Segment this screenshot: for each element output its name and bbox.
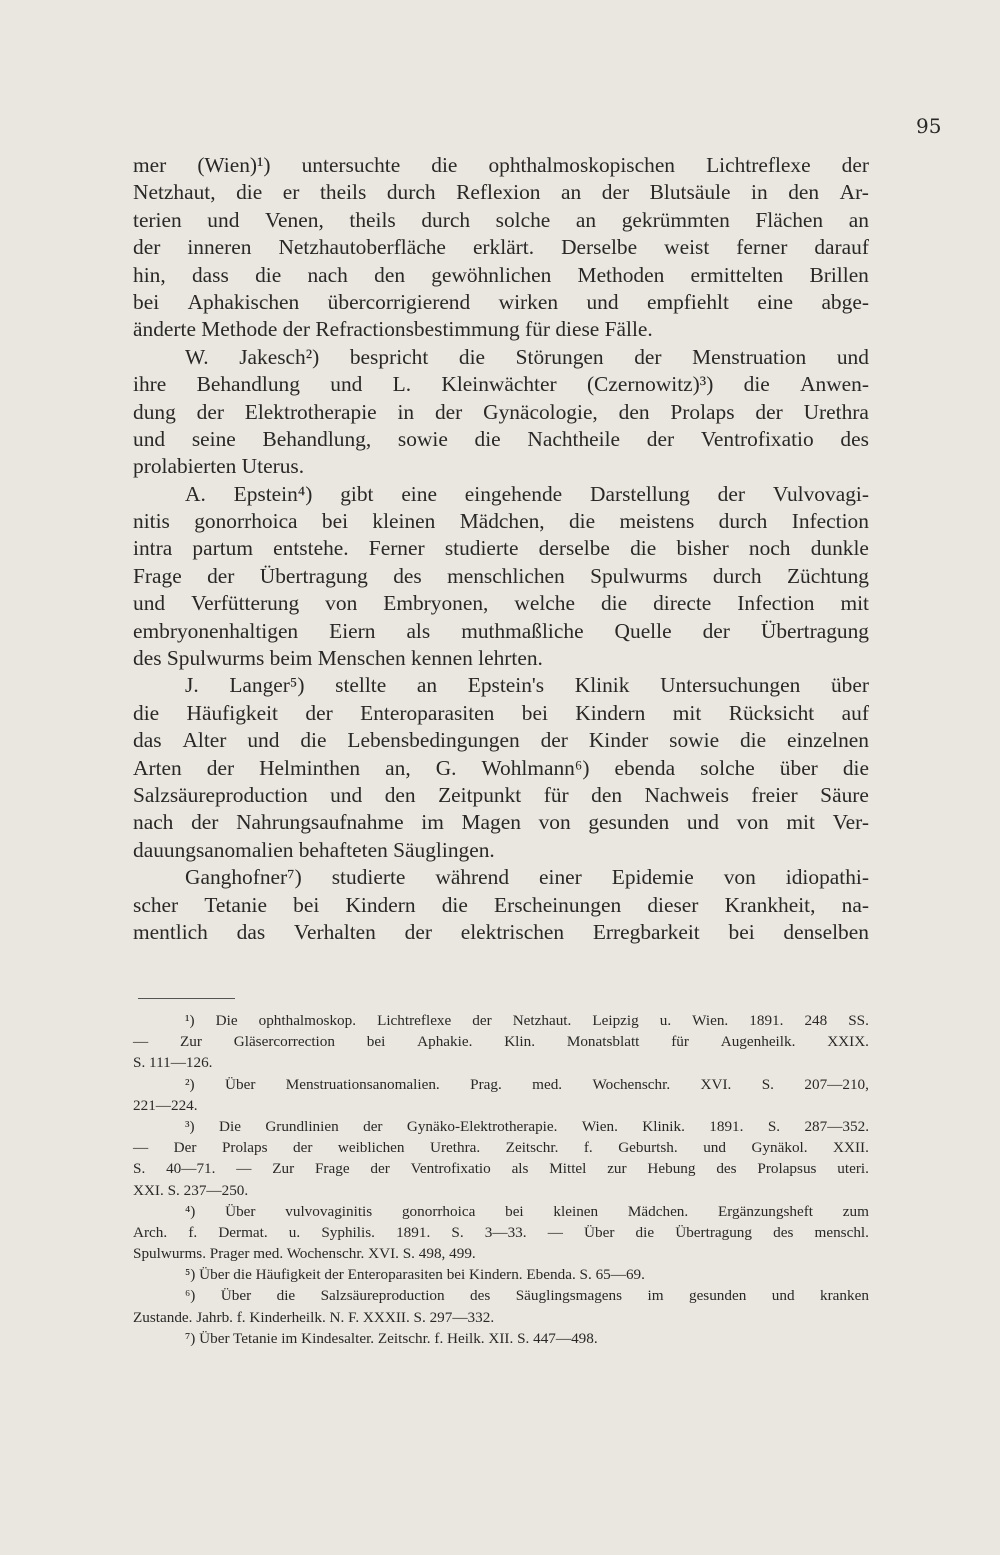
text-line: W. Jakesch²) bespricht die Störungen der Menstruation und [185,344,869,369]
body-text [133,152,869,946]
footnote-line: S. 111—126. [133,1054,213,1072]
footnote-line: ⁶) Über die Salzsäureproduction des Säuglingsmagens im gesunden und kranken [185,1287,869,1305]
text-line: Salzsäureproduction und den Zeitpunkt für den Nachweis freier Säure [133,782,869,807]
page-number: 95 [916,114,942,138]
text-line: das Alter und die Lebensbedingungen der Kinder sowie die einzelnen [133,728,869,753]
text-line: embryonenhaltigen Eiern als muthmaßliche Quelle der Übertragung [133,618,869,643]
footnote-line: ³) Die Grundlinien der Gynäko-Elektrotherapie. Wien. Klinik. 1891. S. 287—352. [185,1117,869,1135]
footnote-line: ⁷) Über Tetanie im Kindesalter. Zeitschr. f. Heilk. XII. S. 447—498. [185,1329,598,1347]
text-line: prolabierten Uterus. [133,454,305,479]
text-line: bei Aphakischen übercorrigierend wirken und empfiehlt eine abge- [133,289,869,314]
text-line: und Verfütterung von Embryonen, welche die directe Infection mit [133,591,869,616]
text-line: dauungsanomalien behafteten Säuglingen. [133,837,495,862]
footnote-line: ⁵) Über die Häufigkeit der Enteroparasiten bei Kindern. Ebenda. S. 65—69. [185,1266,645,1284]
text-line: des Spulwurms beim Menschen kennen lehrten. [133,646,543,671]
footnote-line: Arch. f. Dermat. u. Syphilis. 1891. S. 3—33. — Über die Übertragung des menschl. [133,1223,869,1241]
text-line: der inneren Netzhautoberfläche erklärt. Derselbe weist ferner darauf [133,235,869,260]
text-line: und seine Behandlung, sowie die Nachtheile der Ventrofixatio des [133,426,869,451]
text-line: mer (Wien)¹) untersuchte die ophthalmoskopischen Lichtreflexe der [133,153,869,177]
footnote-line: ¹) Die ophthalmoskop. Lichtreflexe der Netzhaut. Leipzig u. Wien. 1891. 248 SS. [185,1012,869,1029]
footnote-line: ⁴) Über vulvovaginitis gonorrhoica bei kleinen Mädchen. Ergänzungsheft zum [185,1202,869,1220]
footnote-line: S. 40—71. — Zur Frage der Ventrofixatio als Mittel zur Hebung des Prolapsus uteri. [133,1160,869,1178]
footnote-line: XXI. S. 237—250. [133,1181,249,1199]
text-line: scher Tetanie bei Kindern die Erscheinungen dieser Krankheit, na- [133,892,869,917]
text-line: änderte Methode der Refractionsbestimmung für diese Fälle. [133,317,653,342]
text-line: ihre Behandlung und L. Kleinwächter (Czernowitz)³) die Anwen- [133,372,869,397]
text-line: nach der Nahrungsaufnahme im Magen von gesunden und von mit Ver- [133,810,869,835]
footnote-line: ²) Über Menstruationsanomalien. Prag. med. Wochenschr. XVI. S. 207—210, [185,1075,869,1093]
text-line: terien und Venen, theils durch solche an gekrümmten Flächen an [133,207,869,232]
footnote-line: Spulwurms. Prager med. Wochenschr. XVI. S. 498, 499. [133,1245,476,1263]
footnote-line: — Zur Gläsercorrection bei Aphakie. Klin. Monatsblatt für Augenheilk. XXIX. [133,1033,869,1051]
footnote-line: — Der Prolaps der weiblichen Urethra. Zeitschr. f. Geburtsh. und Gynäkol. XXII. [133,1139,869,1157]
text-line: dung der Elektrotherapie in der Gynäcologie, den Prolaps der Urethra [133,399,869,424]
text-line: J. Langer⁵) stellte an Epstein's Klinik Untersuchungen über [185,673,869,698]
text-line: Frage der Übertragung des menschlichen Spulwurms durch Züchtung [133,563,869,588]
text-line: hin, dass die nach den gewöhnlichen Methoden ermittelten Brillen [133,262,869,287]
text-line: A. Epstein⁴) gibt eine eingehende Darstellung der Vulvovagi- [185,481,869,506]
text-line: mentlich das Verhalten der elektrischen Erregbarkeit bei denselben [133,919,869,944]
text-line: Ganghofner⁷) studierte während einer Epidemie von idiopathi- [185,865,869,890]
footnote-separator [138,998,235,999]
text-line: nitis gonorrhoica bei kleinen Mädchen, die meistens durch Infection [133,509,869,534]
text-line: intra partum entstehe. Ferner studierte derselbe die bisher noch dunkle [133,536,869,561]
footnote-line: Zustande. Jahrb. f. Kinderheilk. N. F. XXXII. S. 297—332. [133,1308,495,1326]
footnotes [133,1010,869,1349]
footnote-line: 221—224. [133,1096,198,1114]
text-line: die Häufigkeit der Enteroparasiten bei Kindern mit Rücksicht auf [133,700,869,725]
text-line: Arten der Helminthen an, G. Wohlmann⁶) ebenda solche über die [133,755,869,780]
text-line: Netzhaut, die er theils durch Reflexion an der Blutsäule in den Ar- [133,180,869,205]
